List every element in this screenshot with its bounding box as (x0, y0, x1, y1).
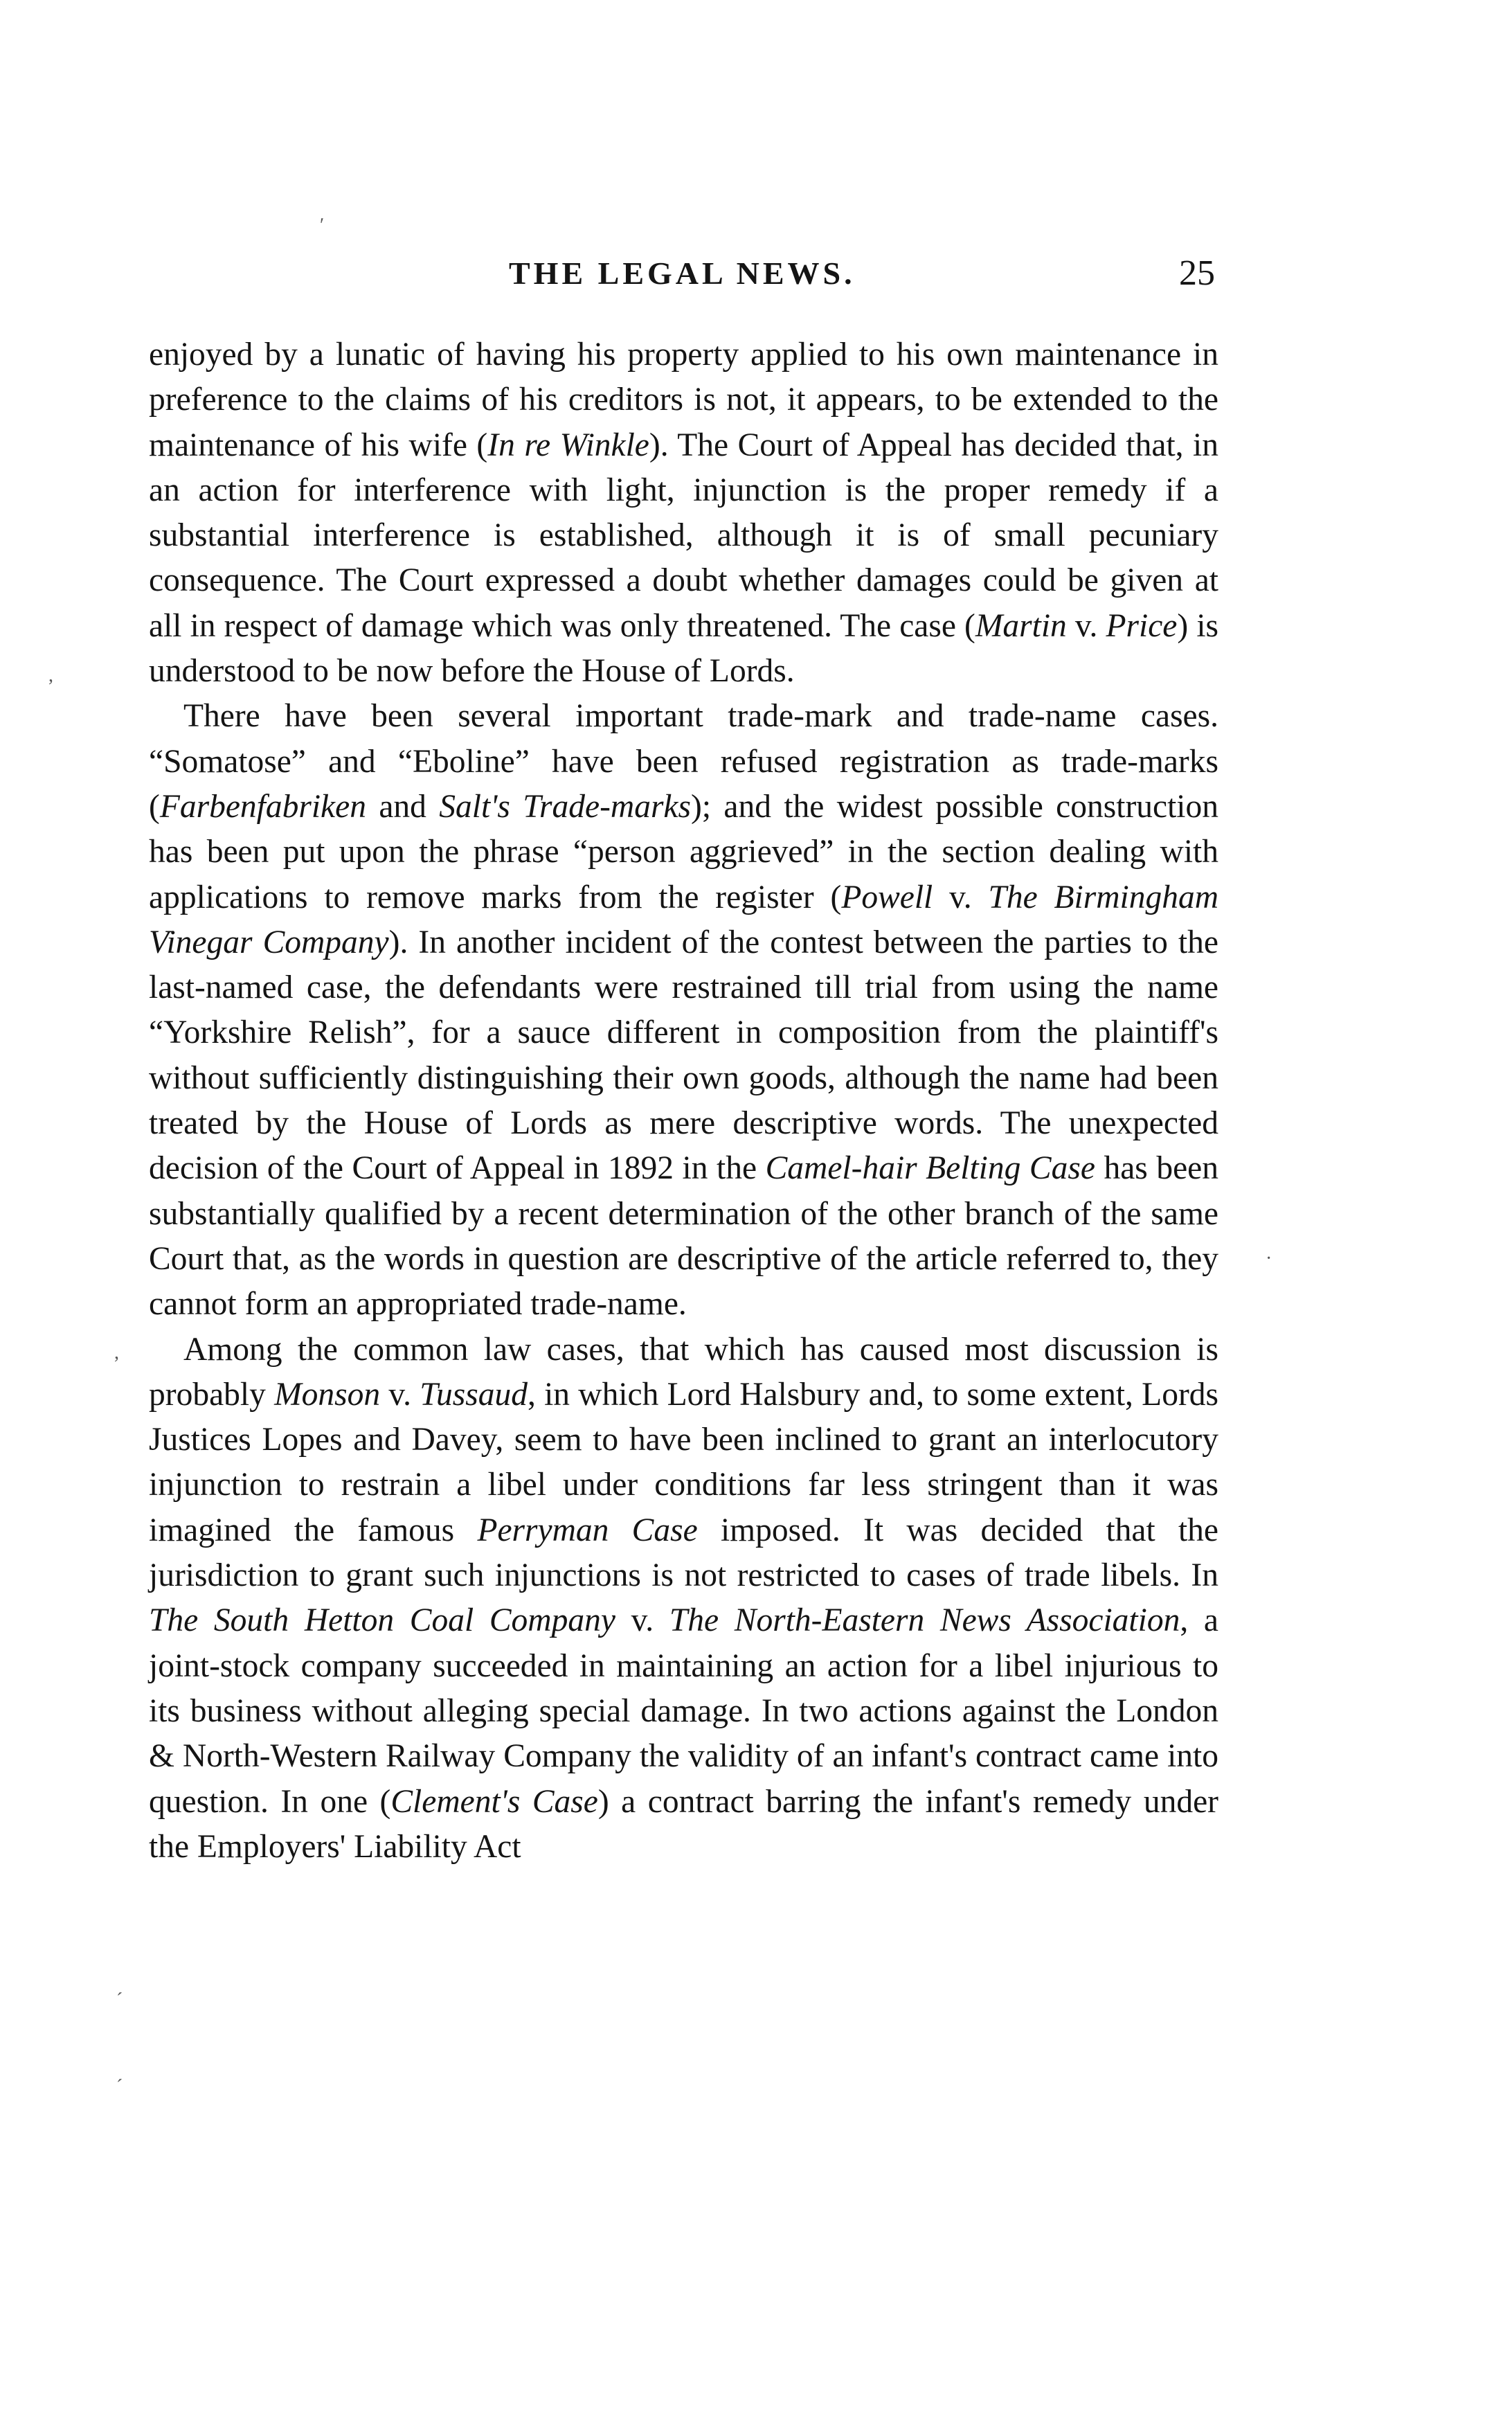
italic-citation: Clement's Case (390, 1783, 598, 1820)
text-run: v. (933, 879, 989, 915)
italic-citation: The North-Eastern News Association (669, 1602, 1180, 1639)
text-run: ); and the widest possible construction has been put upon the phrase “person aggrieved” in the section dealing with applications to remove marks from the register ( (149, 788, 1218, 915)
text-run: and (366, 788, 440, 825)
page-number: 25 (1179, 253, 1215, 293)
text-run: There have been several important trade-mark and trade-name cases. “Somatose” and “Eboline” have been refused registration as trade-marks ( (149, 698, 1218, 825)
italic-citation: In re Winkle (487, 427, 649, 463)
text-run: has been substantially qualified by a recent determination of the other branch of the same Court that, as the words in question are descriptive of the article referred to, they cannot form an appropriated trade-name. (149, 1150, 1218, 1323)
text-run: ) is understood to be now before the House of Lords. (149, 607, 1219, 690)
stray-ink-mark: , (48, 665, 53, 686)
text-run: Among the common law cases, that which has caused most discussion is probably (149, 1331, 1218, 1413)
italic-citation: Salt's Trade-marks (439, 788, 691, 825)
paragraph (149, 1327, 1218, 1870)
journal-title: THE LEGAL NEWS. (509, 256, 856, 291)
text-run: ). In another incident of the contest between the parties to the last-named case, the defendants were restrained till trial from using the name “Yorkshire Relish”, for a sauce different in composition from the plaintiff's without sufficiently distinguishing their own goods, although the name had been treated by the House of Lords as mere descriptive words. The unexpected decision of the Court of Appeal in 1892 in the (149, 924, 1218, 1187)
paragraph (149, 694, 1218, 1327)
italic-citation: Tussaud (420, 1376, 528, 1413)
stray-ink-mark: ˊ (116, 2076, 123, 2097)
stray-ink-mark: · (1266, 1248, 1272, 1269)
text-run: ) a contract barring the infant's remedy under the Employers' Liability Act (149, 1783, 1218, 1865)
italic-citation: Martin (975, 607, 1067, 644)
paragraph (149, 332, 1218, 694)
italic-citation: Monson (274, 1376, 381, 1413)
text-run: v. (615, 1602, 669, 1639)
stray-ink-mark: , (114, 1342, 119, 1363)
italic-citation: Camel-hair Belting Case (765, 1150, 1095, 1187)
stray-ink-mark: ˊ (116, 1989, 123, 2011)
text-run: enjoyed by a lunatic of having his property applied to his own maintenance in preference to the claims of his creditors is not, it appears, to be extended to the maintenance of his wife ( (149, 337, 1218, 463)
stray-ink-mark: ʹ (320, 215, 325, 236)
article-text (149, 332, 1218, 1870)
italic-citation: Price (1106, 607, 1178, 644)
text-run: v. (380, 1376, 420, 1413)
running-head (149, 249, 1215, 298)
italic-citation: The Birmingham Vinegar Company (149, 879, 1219, 960)
italic-citation: Farbenfabriken (159, 788, 366, 825)
italic-citation: Perryman Case (477, 1512, 698, 1548)
text-run: , a joint-stock company succeeded in maintaining an action for a libel injurious to its business without alleging special damage. In two actions against the London & North-Western Railway Company the validity of an infant's contract came into question. In one ( (149, 1602, 1218, 1820)
italic-citation: The South Hetton Coal Company (149, 1602, 615, 1639)
text-run: v. (1066, 607, 1106, 644)
italic-citation: Powell (841, 879, 933, 915)
text-run: ). The Court of Appeal has decided that, in an action for interference with light, injunction is the proper remedy if a substantial interference is established, although it is of small pecuniary consequence. The Court expressed a doubt whether damages could be given at all in respect of damage which was only threatened. The case ( (149, 427, 1218, 644)
text-run: imposed. It was decided that the jurisdiction to grant such injunctions is not restricted to cases of trade libels. In (149, 1512, 1218, 1594)
text-run: , in which Lord Halsbury and, to some extent, Lords Justices Lopes and Davey, seem to have been inclined to grant an interlocutory injunction to restrain a libel under conditions far less stringent than it was imagined the famous (149, 1376, 1218, 1548)
